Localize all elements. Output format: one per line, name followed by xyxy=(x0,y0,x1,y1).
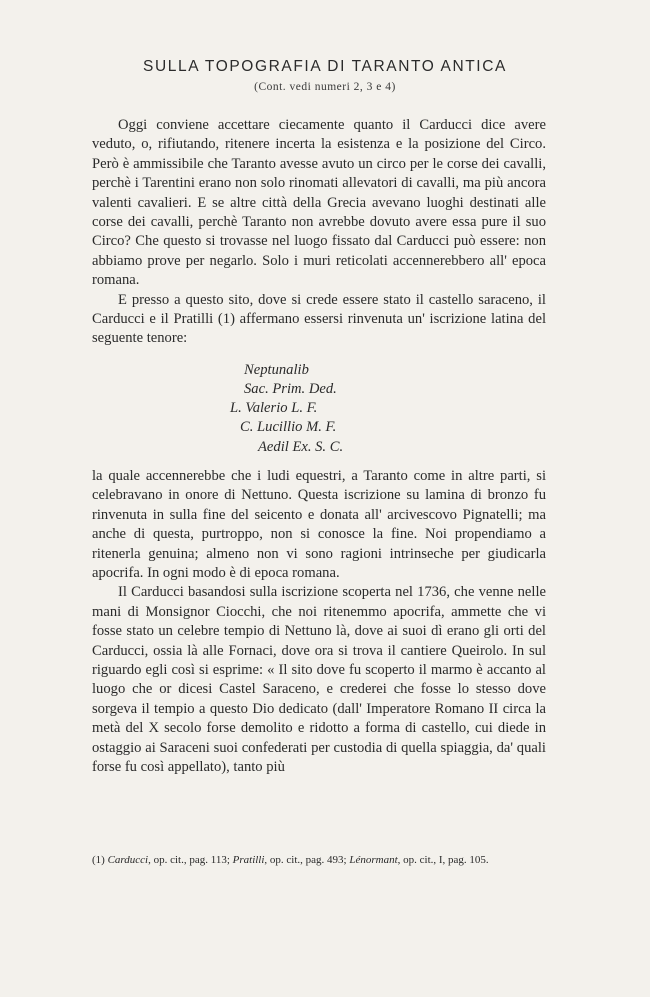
page-title: SULLA TOPOGRAFIA DI TARANTO ANTICA xyxy=(143,58,507,75)
body-text xyxy=(92,116,546,777)
inscription-line: C. Lucillio M. F. xyxy=(240,419,337,436)
paragraph: Il Carducci basandosi sulla iscrizione scoperta nel 1736, che venne nelle mani di Monsignor Ciocchi, che noi ritenemmo apocrifa, ammette che vi fosse stato un celebre tempio di Nettuno là, dove ai suoi dì erano gli orti del Carducci, ossia là alle Fornaci, dove ora si trova il cantiere Queirolo. In sul riguardo egli così si esprime: « Il sito dove fu scoperto il marmo è accanto al luogo che or dicesi Castel Saraceno, e crederei che fosse lo stesso dove sorgeva il tempio a questo Dio dedicato (dall' Imperatore Romano II circa la metà del X secolo forse demolito e ridotto a forma di castello, cui diede in ostaggio ai Saraceni suoi confederati per custodia di quella spiaggia, da' quali forse fu così appellato), tanto più xyxy=(92,584,546,775)
inscription-line: Neptunalib xyxy=(244,361,309,378)
footnote-author: Carducci xyxy=(107,854,149,866)
inscription-line: L. Valerio L. F. xyxy=(230,400,318,417)
paragraph: E presso a questo sito, dove si crede essere stato il castello saraceno, il Carducci e il Pratilli (1) affermano essersi rinvenuta un' iscrizione latina del seguente tenore: xyxy=(92,291,546,347)
latin-inscription xyxy=(92,361,546,457)
footnote-reference: , op. cit., pag. 113; xyxy=(148,854,230,866)
footnote-author: Lénormant xyxy=(349,854,398,866)
footnote xyxy=(92,852,546,869)
footnote-reference: , op. cit., I, pag. 105. xyxy=(397,854,489,866)
footnote-reference: , op. cit., pag. 493; xyxy=(264,854,347,866)
footnote-marker: (1) xyxy=(92,854,105,866)
inscription-line: Sac. Prim. Ded. xyxy=(244,381,337,398)
paragraph: la quale accennerebbe che i ludi equestri, a Taranto come in altre parti, si celebravano in onore di Nettuno. Questa iscrizione su lamina di bronzo fu rinvenuta in sulla fine del seicento e donata all' arcivescovo Pignatelli; ma anche di questa, purtroppo, non si conosce la fine. Noi propendiamo a ritenerla genuina; almeno non vi sono ragioni intrinseche per giudicarla apocrifa. In ogni modo è di epoca romana. xyxy=(92,467,546,581)
inscription-line: Aedil Ex. S. C. xyxy=(258,438,344,455)
footnote-author: Pratilli xyxy=(232,854,265,866)
page-subtitle: (Cont. vedi numeri 2, 3 e 4) xyxy=(254,81,396,93)
paragraph: Oggi conviene accettare ciecamente quanto il Carducci dice avere veduto, o, rifiutando, ritenere incerta la esistenza e la posizione del Circo. Però è ammissibile che Taranto avesse avuto un circo per le corse dei cavalli, perchè i Tarentini erano non solo rinomati allevatori di cavalli, ma più ancora valenti cavalieri. E se altre città della Grecia avevano luoghi destinati alle corse dei cavalli, perchè Taranto non avrebbe dovuto avere essa pure il suo Circo? Che questo si trovasse nel luogo fissato dal Carducci può essere: non abbiamo prove per negarlo. Solo i muri reticolati accennerebbero all' epoca romana. xyxy=(92,117,546,289)
